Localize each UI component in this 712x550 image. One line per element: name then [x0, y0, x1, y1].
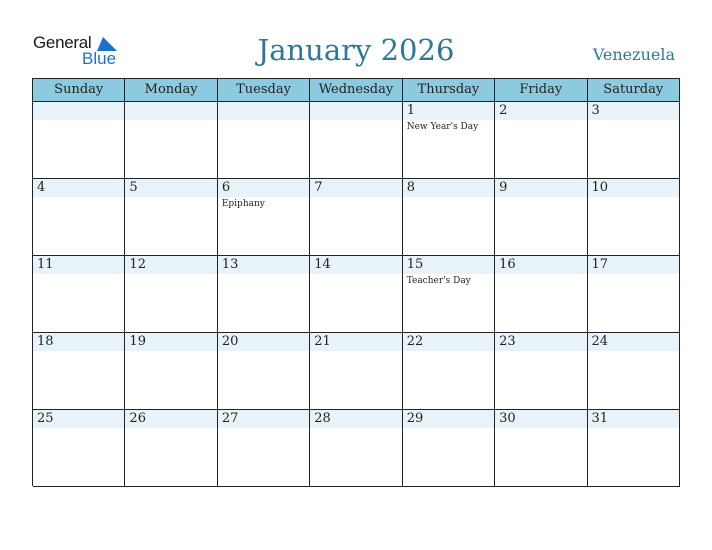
- weekday-header: Sunday: [33, 79, 125, 102]
- day-number: 15: [406, 257, 424, 272]
- day-number: 31: [591, 411, 609, 426]
- day-cell: [33, 410, 125, 487]
- day-cell: [125, 410, 217, 487]
- country-label: Venezuela: [592, 45, 675, 64]
- day-cell: [310, 410, 402, 487]
- weekday-header: Saturday: [588, 79, 680, 102]
- day-number: 19: [129, 334, 146, 349]
- day-number: 10: [591, 180, 609, 195]
- day-number: 7: [314, 180, 323, 195]
- holiday-label: New Year's Day: [406, 122, 479, 132]
- day-cell: [33, 102, 125, 179]
- weekday-header: Wednesday: [310, 79, 402, 102]
- day-cell: [33, 256, 125, 333]
- day-cell: [310, 256, 402, 333]
- day-number: 3: [591, 103, 600, 118]
- day-number: 12: [129, 257, 146, 272]
- day-number: 6: [221, 180, 231, 195]
- weekday-header: Monday: [125, 79, 217, 102]
- day-cell: [310, 179, 402, 256]
- day-cell: [125, 256, 217, 333]
- day-cell: [310, 333, 402, 410]
- week-row: [33, 410, 680, 487]
- day-cell: [403, 256, 495, 333]
- logo-text-blue: Blue: [82, 49, 117, 68]
- day-cell: [218, 256, 310, 333]
- day-number: 17: [591, 257, 609, 272]
- day-number: 25: [37, 411, 54, 426]
- day-cell: [218, 410, 310, 487]
- calendar-title: January 2026: [257, 33, 455, 67]
- day-number: 26: [129, 411, 146, 426]
- day-cell: [588, 410, 680, 487]
- weekday-header: Thursday: [403, 79, 495, 102]
- day-cell: [403, 410, 495, 487]
- day-cell: [495, 256, 587, 333]
- week-row: [33, 102, 680, 179]
- day-number: 5: [129, 180, 138, 195]
- day-cell: [310, 102, 402, 179]
- day-number: 8: [406, 180, 415, 195]
- day-cell: [495, 102, 587, 179]
- day-cell: [588, 333, 680, 410]
- day-number: 18: [37, 334, 54, 349]
- day-cell: [33, 179, 125, 256]
- day-cell: [403, 102, 495, 179]
- day-cell: [588, 179, 680, 256]
- day-number: 30: [499, 411, 516, 426]
- day-number: 21: [314, 334, 331, 349]
- weekday-header: Friday: [495, 79, 587, 102]
- day-cell: [403, 179, 495, 256]
- week-row: [33, 333, 680, 410]
- day-cell: [125, 179, 217, 256]
- day-number: 29: [406, 411, 424, 426]
- day-number: 23: [499, 334, 516, 349]
- day-cell: [218, 179, 310, 256]
- day-number: 28: [314, 411, 331, 426]
- calendar-grid: [32, 78, 680, 486]
- week-row: [33, 256, 680, 333]
- day-number: 22: [406, 334, 424, 349]
- holiday-label: Teacher's Day: [406, 276, 471, 286]
- weekday-header: Tuesday: [218, 79, 310, 102]
- day-number: 11: [37, 257, 54, 272]
- day-number: 4: [37, 180, 46, 195]
- weekday-header-row: [33, 79, 680, 102]
- holiday-label: Epiphany: [221, 199, 265, 209]
- day-cell: [33, 333, 125, 410]
- day-cell: [495, 179, 587, 256]
- day-number: 24: [591, 334, 609, 349]
- day-number: 13: [221, 257, 239, 272]
- day-cell: [125, 102, 217, 179]
- day-number: 14: [314, 257, 331, 272]
- logo-text-general: General: [33, 33, 92, 52]
- day-cell: [218, 102, 310, 179]
- day-number: 20: [221, 334, 239, 349]
- day-number: 27: [221, 411, 239, 426]
- day-cell: [403, 333, 495, 410]
- day-cell: [218, 333, 310, 410]
- day-number: 16: [499, 257, 516, 272]
- day-cell: [588, 256, 680, 333]
- week-row: [33, 179, 680, 256]
- day-number: 9: [499, 180, 508, 195]
- day-cell: [495, 333, 587, 410]
- day-cell: [495, 410, 587, 487]
- day-cell: [125, 333, 217, 410]
- day-cell: [588, 102, 680, 179]
- day-number: 2: [499, 103, 508, 118]
- day-number: 1: [406, 103, 415, 118]
